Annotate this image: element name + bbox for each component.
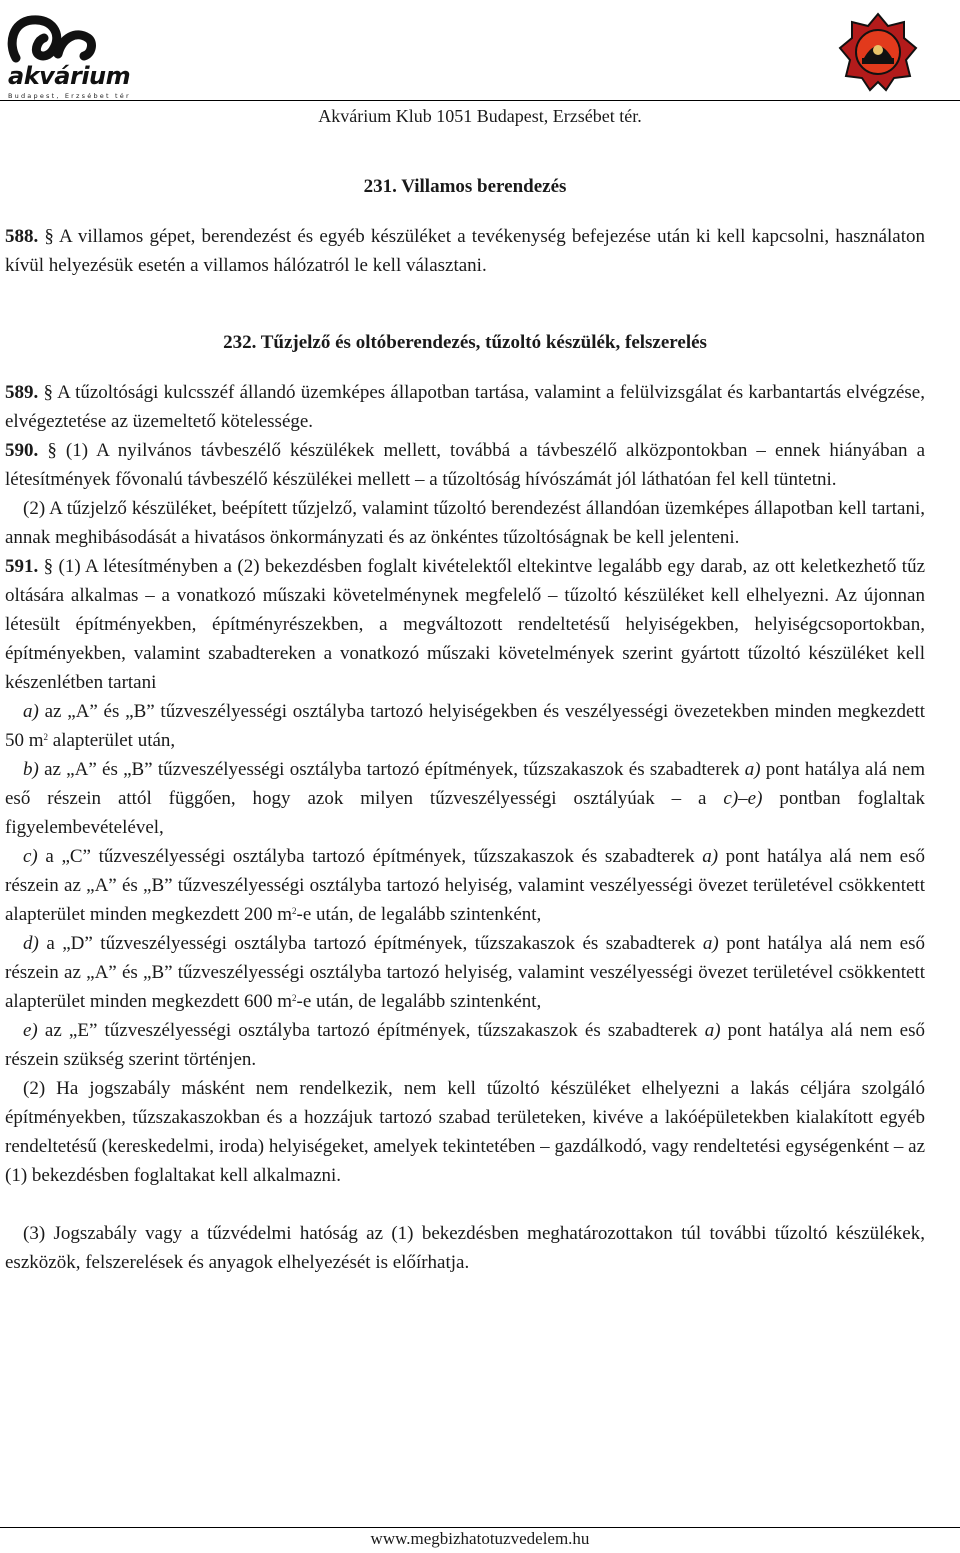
- document-body: [5, 172, 925, 1277]
- paragraph-590-2: (2) A tűzjelző készüléket, beépített tűzjelző, valamint tűzoltó berendezést állandóan üzemképes állapotban kell tartani, annak meghibásodását a hivatásos önkormányzati és az önkéntes tűzoltóságnak be kell jelenteni.: [5, 498, 925, 548]
- list-item-c-label: c): [23, 846, 38, 867]
- superscript: 2: [292, 906, 297, 916]
- header-divider: [0, 100, 960, 101]
- list-item-d-text: a „D” tűzveszélyességi osztályba tartozó építmények, tűzszakaszok és szabadterek: [46, 933, 703, 954]
- reference: a): [704, 1020, 721, 1041]
- list-item-d-text-2: pont hatálya alá nem eső részein az „A” és „B” tűzveszélyességi osztályba tartozó helyiség, valamint veszélyességi övezet területével csökkentett alapterület minden megkezdett 600 m: [5, 933, 925, 1012]
- paragraph-590-number: 590.: [5, 440, 39, 461]
- akvarium-logo-subtext: Budapest, Erzsébet tér: [8, 92, 131, 100]
- paragraph-588-number: 588.: [5, 226, 39, 247]
- paragraph-591-2: (2) Ha jogszabály másként nem rendelkezik, nem kell tűzoltó készüléket elhelyezni a lakás céljára szolgáló építményekben, tűzszakaszokban és a hozzájuk tartozó szabad területeken, kivéve a lakóépületekben kialakított egyéb rendeltetésű (kereskedelmi, iroda) helyiségeket, amelyek tekintetében – gazdálkodó, vagy rendeltetési egységenként – az (1) bekezdésben foglaltakat kell alkalmazni.: [5, 1078, 925, 1186]
- superscript: 2: [43, 732, 49, 742]
- paragraph-588: [5, 222, 925, 280]
- reference: a): [744, 759, 761, 780]
- akvarium-logo-mark: [6, 14, 96, 64]
- list-item-a: [5, 697, 925, 755]
- header-address: Akvárium Klub 1051 Budapest, Erzsébet tér.: [318, 106, 642, 126]
- reference: c)–e): [723, 788, 763, 809]
- list-item-d-text-3: -e után, de legalább szintenként,: [296, 991, 542, 1012]
- list-item-e-label: e): [23, 1020, 38, 1041]
- paragraph-589: [5, 378, 925, 436]
- paragraph-590-text: § (1) A nyilvános távbeszélő készülékek mellett, továbbá a távbeszélő alközpontokban – ennek hiányában a létesítmények fővonalú távbeszélő készülékei mellett – a tűzoltóság hívószámát jól láthatóan fel kell tüntetni.: [5, 440, 926, 490]
- list-item-d-label: d): [23, 933, 39, 954]
- list-item-b-text-3: pontban foglaltak figyelembevételével,: [5, 788, 926, 838]
- list-item-c: [5, 842, 925, 929]
- list-item-b: [5, 755, 925, 842]
- list-item-c-text-3: -e után, de legalább szintenként,: [296, 904, 542, 925]
- superscript: 2: [292, 993, 297, 1003]
- paragraph-591: [5, 552, 925, 697]
- reference: a): [702, 846, 719, 867]
- list-item-e-text-2: pont hatálya alá nem eső részein szükség szerint történjen.: [5, 1020, 926, 1070]
- section-231-title: 231. Villamos berendezés: [363, 176, 567, 197]
- akvarium-logo-text: akvárium: [8, 62, 131, 90]
- list-item-d: [5, 929, 925, 1016]
- section-232-title: 232. Tűzjelző és oltóberendezés, tűzoltó készülék, felszerelés: [223, 332, 707, 353]
- paragraph-589-text: § A tűzoltósági kulcsszéf állandó üzemképes állapotban tartása, valamint a felülvizsgálat és karbantartás elvégzése, elvégeztetése az üzemeltető kötelessége.: [5, 382, 925, 432]
- paragraph-591-3: (3) Jogszabály vagy a tűzvédelmi hatóság az (1) bekezdésben meghatározottakon túl további tűzoltó készülékek, eszközök, felszerelések és anyagok elhelyezését is előírhatja.: [5, 1223, 925, 1273]
- paragraph-588-text: § A villamos gépet, berendezést és egyéb készüléket a tevékenység befejezése után ki kell kapcsolni, használaton kívül helyezésük esetén a villamos hálózatról le kell választani.: [5, 226, 925, 276]
- paragraph-591-text: § (1) A létesítményben a (2) bekezdésben foglalt kivételektől eltekintve legalább egy darab, az ott keletkezhető tűz oltására alkalmas – a vonatkozó műszaki követelménynek megfelelő – tűzoltó készüléket kell elhelyezni. Az újonnan létesült építményekben, építményrészekben, a megváltozott rendeltetésű helyiségekben, helyiségcsoportokban, építményekben, valamint szabadtereken a vonatkozó műszaki követelmények szerint gyártott tűzoltó készüléket kell készenlétben tartani: [5, 556, 926, 693]
- footer-url: www.megbizhatotuzvedelem.hu: [370, 1529, 590, 1548]
- list-item-e-text: az „E” tűzveszélyességi osztályba tartozó építmények, tűzszakaszok és szabadterek: [44, 1020, 705, 1041]
- fire-department-emblem-icon: [838, 12, 918, 92]
- list-item-c-text-2: pont hatálya alá nem eső részein az „A” és „B” tűzveszélyességi osztályba tartozó helyiség, valamint veszélyességi övezet területével csökkentett alapterület minden megkezdett 200 m: [5, 846, 925, 925]
- paragraph-589-number: 589.: [5, 382, 39, 403]
- list-item-b-label: b): [23, 759, 39, 780]
- list-item-b-text: az „A” és „B” tűzveszélyességi osztályba tartozó építmények, tűzszakaszok és szabadterek: [44, 759, 745, 780]
- akvarium-logo: [6, 14, 131, 100]
- paragraph-591-number: 591.: [5, 556, 39, 577]
- reference: a): [702, 933, 719, 954]
- list-item-a-label: a): [23, 701, 39, 722]
- list-item-e: [5, 1016, 925, 1074]
- list-item-a-text-end: alapterület után,: [48, 730, 176, 751]
- footer-divider: [0, 1527, 960, 1528]
- list-item-a-text: az „A” és „B” tűzveszélyességi osztályba tartozó helyiségekben és veszélyességi övezetekben minden megkezdett 50 m: [5, 701, 926, 751]
- paragraph-590: [5, 436, 925, 494]
- list-item-b-text-2: pont hatálya alá nem eső részein attól függően, hogy azok milyen tűzveszélyességi osztályúak – a: [5, 759, 926, 809]
- list-item-c-text: a „C” tűzveszélyességi osztályba tartozó építmények, tűzszakaszok és szabadterek: [45, 846, 703, 867]
